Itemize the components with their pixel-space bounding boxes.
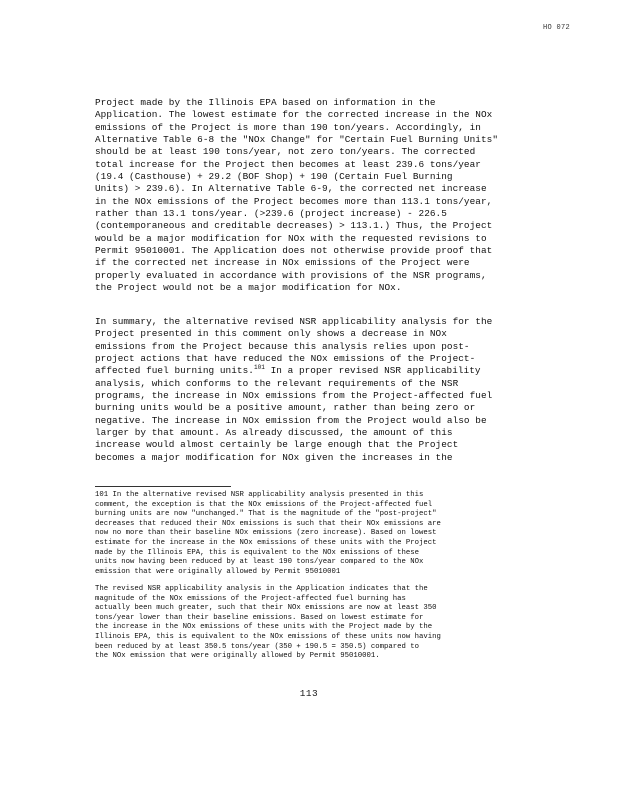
footnote-line: comment, the exception is that the NOx emissions of the Project-affected fuel [95,500,433,509]
text-line: rather than 13.1 tons/year. (>239.6 (project increase) - 226.5 [95,208,447,220]
text-segment: In a proper revised NSR applicability [264,365,481,377]
text-line: (contemporaneous and creditable decreases) > 113.1.) Thus, the Project [95,220,493,232]
footnote-line: tons/year lower than their baseline emissions. Based on lowest estimate for [95,613,424,622]
footnote-line: emission that were originally allowed by Permit 95010001 [95,567,341,576]
text-line: increase would almost certainly be large enough that the Project [95,439,459,451]
footnote-line: the NOx emission that were originally allowed by Permit 95010001. [95,652,380,661]
text-line: total increase for the Project then becomes at least 239.6 tons/year [95,158,481,170]
footnote-line: magnitude of the NOx emissions of the Project-affected fuel burning has [95,594,406,603]
body-paragraph-1 [95,97,525,295]
footnote-line: units now having been reduced by at least 190 tons/year compared to the NOx [95,558,424,567]
footnote-line: now no more than their baseline NOx emissions (zero increase). Based on lowest [95,529,437,538]
footnote-reference: 101 [253,364,265,372]
text-line: becomes a major modification for NOx given the increases in the [95,451,453,463]
text-line: Units) > 239.6). In Alternative Table 6-9, the corrected net increase [95,183,487,195]
footnote-line: the increase in the NOx emissions of these units with the Project made by the [95,623,433,632]
text-line: (19.4 (Casthouse) + 29.2 (BOF Shop) + 190 (Certain Fuel Burning [95,171,453,183]
text-line: should be at least 190 tons/year, not zero ton/years. The corrected [95,146,476,158]
footnote-101 [95,491,535,577]
footnote-line: actually been much greater, such that their NOx emissions are now at least 350 [95,604,437,613]
text-line: Application. The lowest estimate for the corrected increase in the NOx [95,109,493,121]
page-number: 113 [299,688,319,699]
footnote-line: Illinois EPA, this is equivalent to the NOx emissions of these units now having [95,632,441,641]
text-line: larger by that amount. As already discussed, the amount of this [95,427,453,439]
text-line: Permit 95010001. The Application does not otherwise provide proof that [95,245,493,257]
text-line: emissions of the Project is more than 190 ton/years. Accordingly, in [95,121,481,133]
document-id: HO 072 [542,24,570,32]
text-line: In summary, the alternative revised NSR applicability analysis for the [95,316,493,327]
text-line: Project presented in this comment only shows a decrease in NOx [95,328,447,340]
text-line: emissions from the Project because this analysis relies upon post- [95,340,470,352]
text-line: Alternative Table 6-8 the "NOx Change" for "Certain Fuel Burning Units" [95,134,498,146]
text-line-with-footnote [95,365,525,377]
body-paragraph-2 [95,316,525,464]
footnote-line: estimate for the increase in the NOx emissions of these units with the Project [95,538,437,547]
text-line: the Project would not be a major modification for NOx. [95,282,402,294]
text-line: Project made by the Illinois EPA based on information in the [95,97,436,108]
footnote-line: been reduced by at least 350.5 tons/year (350 + 190.5 = 350.5) compared to [95,642,420,651]
footnote-separator [95,486,231,487]
text-line: programs, the increase in NOx emissions from the Project-affected fuel [95,390,493,402]
text-line: negative. The increase in NOx emission from the Project would also be [95,414,487,426]
text-line: properly evaluated in accordance with provisions of the NSR programs, [95,269,487,281]
footnote-line: decreases that reduced their NOx emissions is such that their NOx emissions are [95,519,441,528]
text-segment: affected fuel burning units. [95,365,254,377]
text-line: project actions that have reduced the NOx emissions of the Project- [95,353,476,365]
footnote-line: burning units are now "unchanged." That is the magnitude of the "post-project" [95,510,437,519]
text-line: in the NOx emissions of the Project becomes more than 113.1 tons/year, [95,195,493,207]
footnote-line: The revised NSR applicability analysis in the Application indicates that the [95,585,428,593]
footnote-line: 101 In the alternative revised NSR applicability analysis presented in this [95,491,424,499]
text-line: would be a major modification for NOx with the requested revisions to [95,232,487,244]
text-line: if the corrected net increase in NOx emissions of the Project were [95,257,470,269]
text-line: analysis, which conforms to the relevant requirements of the NSR [95,377,459,389]
footnote-continuation [95,585,535,662]
footnote-line: made by the Illinois EPA, this is equivalent to the NOx emissions of these [95,548,420,557]
text-line: burning units would be a positive amount, rather than being zero or [95,402,476,414]
